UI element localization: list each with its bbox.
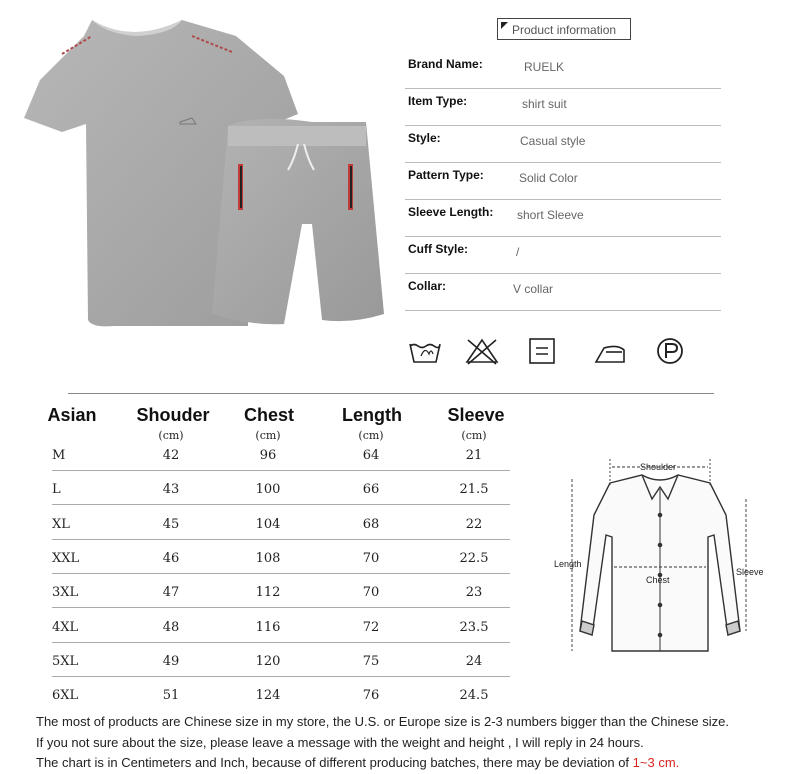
info-label: Style: (408, 131, 441, 145)
size-value-cell: 75 (362, 653, 380, 669)
size-value-cell: 42 (162, 448, 180, 463)
label-chest: Chest (646, 575, 670, 585)
note-deviation-text: The chart is in Centimeters and Inch, because of different producing batches, there may be deviation of (36, 755, 633, 770)
label-sleeve: Sleeve (736, 567, 764, 577)
size-label-cell: 3XL (52, 585, 79, 601)
info-value: short Sleeve (517, 208, 584, 222)
info-value: shirt suit (522, 97, 567, 111)
size-value-cell: 23 (465, 585, 483, 601)
note-size-difference: The most of products are Chinese size in my store, the U.S. or Europe size is 2-3 numbers bigger than the Chinese size. (36, 714, 729, 729)
size-value-cell: 70 (362, 585, 380, 601)
size-value-cell: 45 (162, 516, 180, 532)
col-header-length: Length (342, 405, 402, 425)
product-photo (22, 14, 394, 334)
size-value-cell: 21.5 (459, 482, 489, 498)
do-not-bleach-icon (467, 340, 497, 364)
info-row-cuff-style (405, 237, 721, 274)
table-row-divider (52, 607, 510, 608)
info-row-collar (405, 274, 721, 311)
size-value-cell: 124 (255, 688, 281, 704)
info-label: Collar: (408, 279, 447, 293)
size-value-cell: 43 (162, 482, 180, 498)
shirt-outline (580, 475, 740, 651)
info-row-brand (405, 52, 721, 89)
info-value: / (516, 245, 520, 259)
size-value-cell: 21 (465, 448, 483, 463)
size-value-cell: 76 (362, 688, 380, 704)
size-value-cell: 22.5 (459, 550, 489, 566)
size-value-cell: 51 (162, 688, 180, 704)
size-label-cell: M (52, 448, 66, 463)
size-value-cell: 116 (255, 619, 281, 635)
size-label-cell: 6XL (52, 688, 79, 704)
size-value-cell: 112 (255, 585, 281, 601)
note-deviation-highlight: 1~3 cm. (632, 755, 680, 770)
size-value-cell: 49 (162, 653, 180, 669)
info-row-sleeve-length (405, 200, 721, 237)
table-row-divider (52, 676, 510, 677)
col-unit-sleeve: (cm) (461, 429, 487, 442)
col-unit-shoulder: (cm) (158, 429, 184, 442)
product-info-title: Product information (512, 23, 617, 37)
label-shoulder: Shoulder (640, 462, 677, 472)
size-label-cell: L (52, 482, 61, 498)
size-label-cell: XL (52, 516, 70, 532)
size-value-cell: 108 (255, 550, 281, 566)
size-label-cell: XXL (52, 550, 80, 566)
table-row-divider (52, 642, 510, 643)
size-value-cell: 104 (255, 516, 281, 532)
col-header-shoulder: Shouder (136, 405, 210, 425)
info-row-style (405, 126, 721, 163)
table-row-divider (52, 504, 510, 505)
size-value-cell: 24.5 (459, 688, 489, 704)
col-header-chest: Chest (243, 405, 294, 425)
iron-icon (596, 346, 624, 362)
info-value: Solid Color (519, 171, 578, 185)
care-icons (408, 336, 708, 366)
col-header-sleeve: Sleeve (447, 405, 505, 425)
size-value-cell: 100 (255, 482, 281, 498)
size-value-cell: 72 (362, 619, 380, 635)
info-row-item-type (405, 89, 721, 126)
info-row-pattern-type (405, 163, 721, 200)
info-value: RUELK (524, 60, 565, 74)
product-info-header (497, 18, 631, 40)
table-row-divider (52, 539, 510, 540)
info-label: Pattern Type: (408, 168, 484, 182)
size-label-cell: 4XL (52, 619, 79, 635)
section-divider (68, 393, 714, 394)
info-value: V collar (513, 282, 554, 296)
size-value-cell: 24 (465, 653, 483, 669)
size-value-cell: 46 (162, 550, 180, 566)
measurement-diagram (548, 455, 772, 661)
label-length: Length (554, 559, 582, 569)
info-label: Item Type: (408, 94, 468, 108)
size-value-cell: 48 (162, 619, 180, 635)
size-value-cell: 23.5 (459, 619, 489, 635)
size-value-cell: 70 (362, 550, 380, 566)
corner-flag-icon (501, 22, 508, 29)
size-value-cell: 64 (362, 448, 380, 463)
col-unit-chest: (cm) (255, 429, 281, 442)
col-header-asian: Asian (47, 405, 97, 425)
table-row-divider (52, 470, 510, 471)
size-label-cell: 5XL (52, 653, 79, 669)
size-value-cell: 96 (259, 448, 277, 463)
size-value-cell: 66 (362, 482, 380, 498)
note-contact: If you not sure about the size, please leave a message with the weight and height , I will reply in 24 hours. (36, 735, 644, 750)
col-unit-length: (cm) (358, 429, 384, 442)
size-value-cell: 68 (362, 516, 380, 532)
size-value-cell: 47 (162, 585, 180, 601)
info-label: Cuff Style: (408, 242, 468, 256)
shorts-shape (212, 119, 384, 324)
note-deviation (36, 755, 679, 770)
size-value-cell: 22 (465, 516, 483, 532)
size-value-cell: 120 (255, 653, 281, 669)
hand-wash-icon (410, 344, 440, 362)
info-label: Sleeve Length: (408, 205, 494, 219)
info-value: Casual style (520, 134, 586, 148)
dry-flat-icon (530, 339, 554, 363)
dry-clean-p-icon (658, 339, 682, 363)
table-row-divider (52, 573, 510, 574)
info-label: Brand Name: (408, 57, 483, 71)
